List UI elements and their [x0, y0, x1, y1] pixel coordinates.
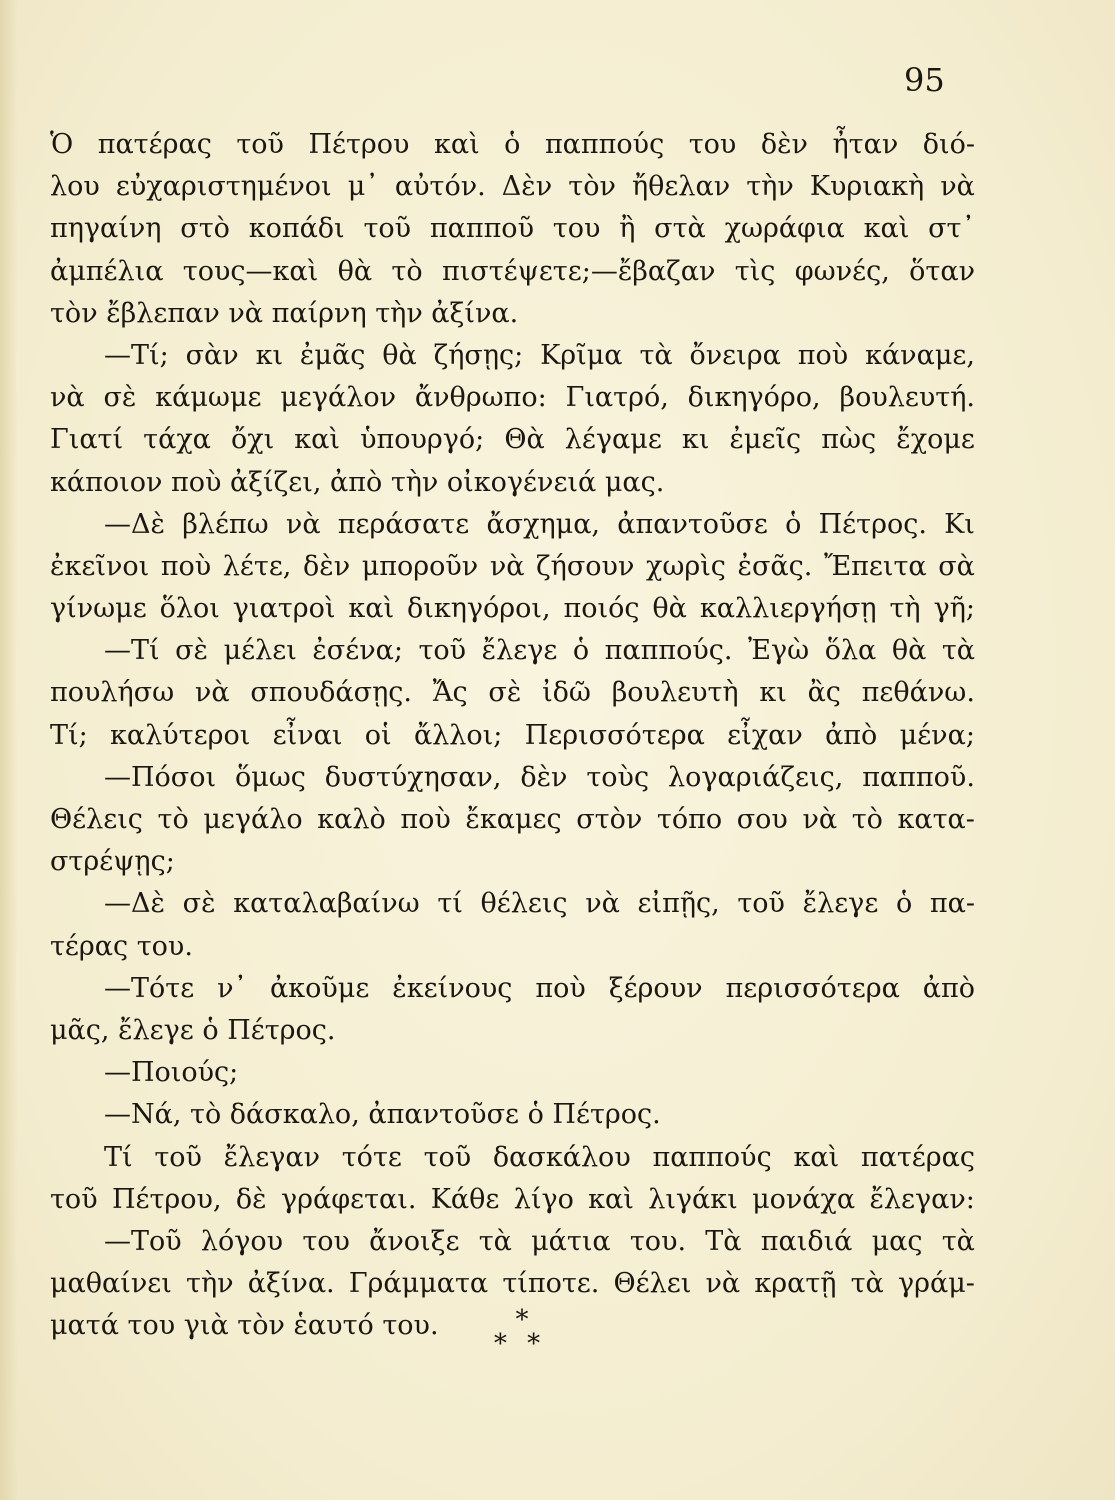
- page-edge-shadow: [0, 0, 18, 1500]
- text-line: στρέψῃς;: [50, 846, 175, 878]
- text-line: —Τί; σὰν κι ἐμᾶς θὰ ζήσῃς; Κρῖμα τὰ ὄνειρα ποὺ κάναμε,: [104, 339, 975, 371]
- text-line: Ὁ πατέρας τοῦ Πέτρου καὶ ὁ παππούς του δὲν ἦταν διό-: [50, 129, 975, 160]
- text-line: μαθαίνει τὴν ἀξίνα. Γράμματα τίποτε. Θέλει νὰ κρατῇ τὰ γράμ-: [50, 1268, 975, 1300]
- text-line: —Τοῦ λόγου του ἄνοιξε τὰ μάτια του. Τὰ παιδιά μας τὰ: [104, 1225, 975, 1257]
- asterism-top: *: [515, 1305, 529, 1335]
- text-line: Τί τοῦ ἔλεγαν τότε τοῦ δασκάλου παππούς καὶ πατέρας: [104, 1141, 975, 1173]
- text-line: μᾶς, ἔλεγε ὁ Πέτρος.: [50, 1014, 336, 1046]
- text-line: κάποιον ποὺ ἀξίζει, ἀπὸ τὴν οἰκογένειά μας.: [50, 466, 665, 498]
- text-line: ματά του γιὰ τὸν ἑαυτό του.: [50, 1310, 439, 1342]
- text-line: τέρας του.: [50, 930, 193, 962]
- text-line: —Νά, τὸ δάσκαλο, ἀπαντοῦσε ὁ Πέτρος.: [104, 1099, 661, 1131]
- text-line: πηγαίνη στὸ κοπάδι τοῦ παπποῦ του ἢ στὰ χωράφια καὶ στ᾽: [50, 213, 975, 245]
- text-line: Θέλεις τὸ μεγάλο καλὸ ποὺ ἔκαμες στὸν τόπο σου νὰ τὸ κατα-: [50, 804, 975, 835]
- text-line: λου εὐχαριστημένοι μ᾽ αὐτόν. Δὲν τὸν ἤθελαν τὴν Κυριακὴ νὰ: [50, 171, 975, 203]
- asterism-bottom: * *: [493, 1329, 547, 1359]
- text-line: —Τί σὲ μέλει ἐσένα; τοῦ ἔλεγε ὁ παππούς. Ἐγὼ ὅλα θὰ τὰ: [104, 635, 975, 667]
- text-line: γίνωμε ὅλοι γιατροὶ καὶ δικηγόροι, ποιός θὰ καλλιεργήσῃ τὴ γῆ;: [50, 593, 975, 625]
- page-number: 95: [904, 61, 945, 99]
- text-line: —Πόσοι ὅμως δυστύχησαν, δὲν τοὺς λογαριάζεις, παπποῦ.: [104, 761, 975, 793]
- text-line: Γιατί τάχα ὄχι καὶ ὑπουργό; Θὰ λέγαμε κι ἐμεῖς πὼς ἔχομε: [50, 424, 975, 456]
- text-line: —Δὲ σὲ καταλαβαίνω τί θέλεις νὰ εἰπῇς, τοῦ ἔλεγε ὁ πα-: [104, 888, 975, 920]
- text-line: πουλήσω νὰ σπουδάσῃς. Ἄς σὲ ἰδῶ βουλευτὴ κι ἂς πεθάνω.: [50, 677, 975, 709]
- text-line: Τί; καλύτεροι εἶναι οἱ ἄλλοι; Περισσότερα εἶχαν ἀπὸ μένα;: [50, 719, 975, 751]
- text-line: ἀμπέλια τους—καὶ θὰ τὸ πιστέψετε;—ἔβαζαν τὶς φωνές, ὅταν: [50, 255, 975, 287]
- text-line: τοῦ Πέτρου, δὲ γράφεται. Κάθε λίγο καὶ λιγάκι μονάχα ἔλεγαν:: [50, 1183, 975, 1215]
- text-line: —Ποιούς;: [104, 1057, 239, 1089]
- section-break-asterism: [480, 1305, 560, 1368]
- text-line: νὰ σὲ κάμωμε μεγάλον ἄνθρωπο: Γιατρό, δικηγόρο, βουλευτή.: [50, 382, 975, 414]
- text-line: —Δὲ βλέπω νὰ περάσατε ἄσχημα, ἀπαντοῦσε ὁ Πέτρος. Κι: [104, 508, 975, 540]
- text-line: τὸν ἔβλεπαν νὰ παίρνη τὴν ἀξίνα.: [50, 297, 519, 329]
- body-text: [50, 124, 975, 1347]
- text-line: —Τότε ν᾽ ἀκοῦμε ἐκείνους ποὺ ξέρουν περισσότερα ἀπὸ: [104, 972, 975, 1004]
- text-line: ἐκεῖνοι ποὺ λέτε, δὲν μποροῦν νὰ ζήσουν χωρὶς ἐσᾶς. Ἔπειτα σὰ: [50, 550, 975, 582]
